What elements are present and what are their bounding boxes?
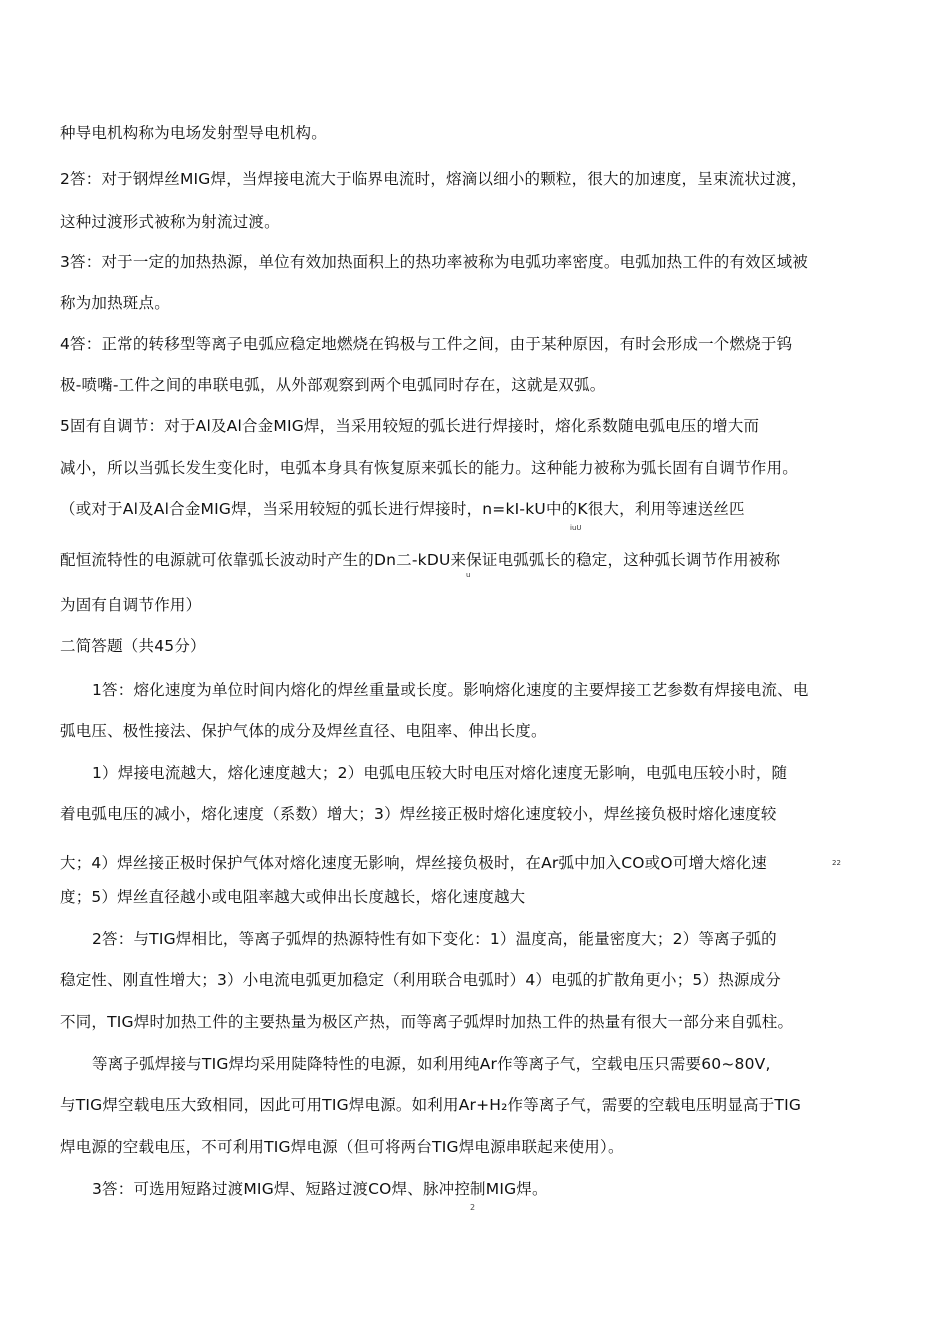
text-line: 3答：对于一定的加热热源，单位有效加热面积上的热功率被称为电弧功率密度。电弧加热工件的有效区域被 [60, 253, 808, 271]
text-line: 这种过渡形式被称为射流过渡。 [60, 213, 280, 231]
subscript-mark: 22 [832, 859, 841, 867]
text-line: 为固有自调节作用） [60, 596, 202, 614]
text-line: 3答：可选用短路过渡MIG焊、短路过渡CO焊、脉冲控制MIG焊。 [92, 1180, 548, 1198]
text-line: 4答：正常的转移型等离子电弧应稳定地燃烧在钨极与工件之间，由于某种原因，有时会形成一个燃烧于钨 [60, 335, 793, 353]
section-heading: 二简答题（共45分） [60, 637, 206, 655]
text-line: （或对于Al及Al合金MIG焊，当采用较短的弧长进行焊接时，n=kI-kU中的K很大，利用等速送丝匹 [60, 500, 745, 518]
text-line: 种导电机构称为电场发射型导电机构。 [60, 124, 327, 142]
text-line: 1）焊接电流越大，熔化速度越大；2）电弧电压较大时电压对熔化速度无影响，电弧电压较小时，随 [92, 764, 788, 782]
text-line: 2答：对于钢焊丝MIG焊，当焊接电流大于临界电流时，熔滴以细小的颗粒，很大的加速度，呈束流状过渡， [60, 170, 808, 188]
subscript-mark: u [466, 571, 471, 579]
text-line: 称为加热斑点。 [60, 294, 170, 312]
text-line: 减小，所以当弧长发生变化时，电弧本身具有恢复原来弧长的能力。这种能力被称为弧长固有自调节作用。 [60, 459, 798, 477]
subscript-mark: iuU [570, 524, 582, 532]
text-line: 5固有自调节：对于Al及Al合金MIG焊，当采用较短的弧长进行焊接时，熔化系数随电弧电压的增大而 [60, 417, 760, 435]
text-line: 1答：熔化速度为单位时间内熔化的焊丝重量或长度。影响熔化速度的主要焊接工艺参数有焊接电流、电 [92, 681, 809, 699]
text-line: 配恒流特性的电源就可依靠弧长波动时产生的Dn二-kDU来保证电弧弧长的稳定，这种弧长调节作用被称 [60, 551, 781, 569]
text-line: 度；5）焊丝直径越小或电阻率越大或伸出长度越长，熔化速度越大 [60, 888, 526, 906]
text-line: 焊电源的空载电压，不可利用TIG焊电源（但可将两台TIG焊电源串联起来使用）。 [60, 1138, 624, 1156]
text-line: 等离子弧焊接与TIG焊均采用陡降特性的电源，如利用纯Ar作等离子气，空载电压只需要60~80V, [92, 1055, 771, 1073]
text-line: 大；4）焊丝接正极时保护气体对熔化速度无影响，焊丝接负极时，在Ar弧中加入CO或O可增大熔化速 [60, 854, 767, 872]
text-line: 2答：与TIG焊相比，等离子弧焊的热源特性有如下变化：1）温度高，能量密度大；2）等离子弧的 [92, 930, 777, 948]
text-line: 不同，TIG焊时加热工件的主要热量为极区产热，而等离子弧焊时加热工件的热量有很大一部分来自弧柱。 [60, 1013, 794, 1031]
text-line: 着电弧电压的减小，熔化速度（系数）增大；3）焊丝接正极时熔化速度较小，焊丝接负极时熔化速度较 [60, 805, 777, 823]
text-line: 稳定性、刚直性增大；3）小电流电弧更加稳定（利用联合电弧时）4）电弧的扩散角更小；5）热源成分 [60, 971, 781, 989]
page-number: 2 [470, 1203, 476, 1212]
text-line: 与TIG焊空载电压大致相同，因此可用TIG焊电源。如利用Ar+H₂作等离子气，需要的空载电压明显高于TIG [60, 1096, 802, 1114]
text-line: 弧电压、极性接法、保护气体的成分及焊丝直径、电阻率、伸出长度。 [60, 722, 547, 740]
text-line: 极-喷嘴-工件之间的串联电弧，从外部观察到两个电弧同时存在，这就是双弧。 [60, 376, 606, 394]
